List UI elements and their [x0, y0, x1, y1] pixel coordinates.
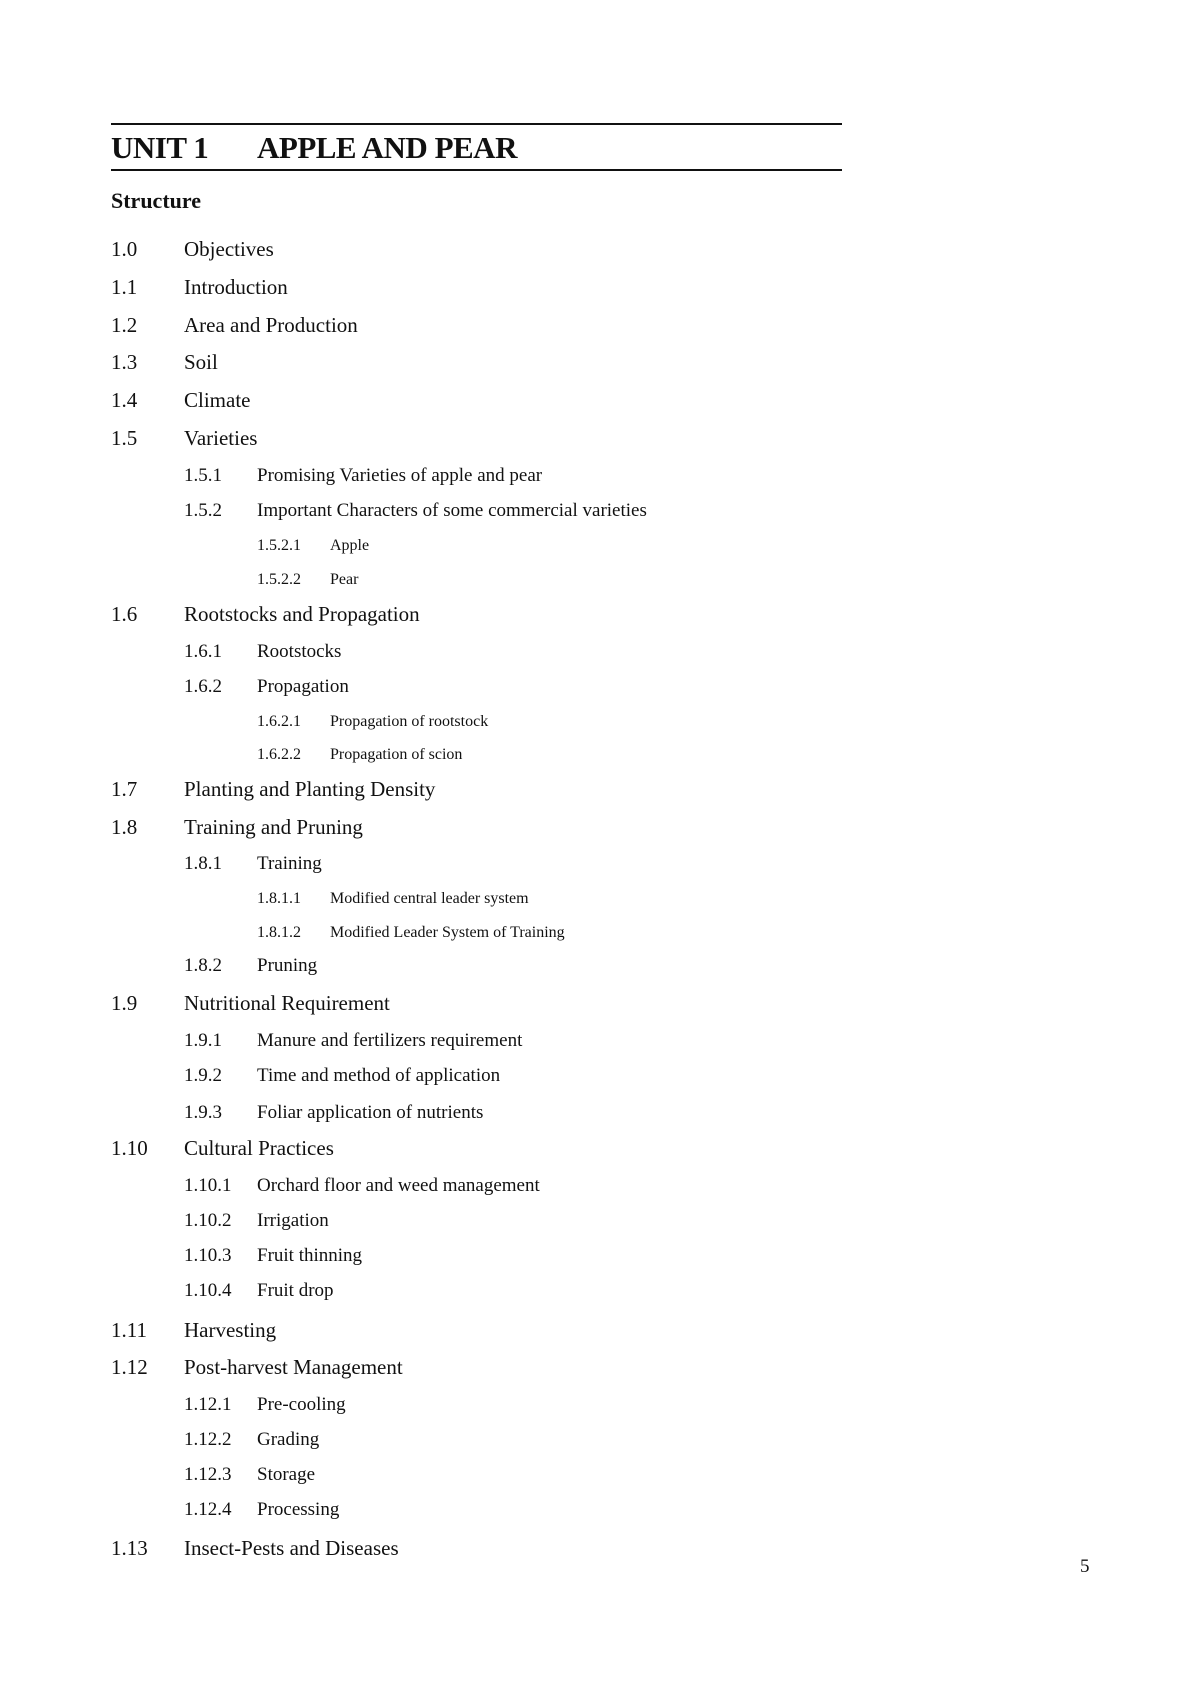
toc-entry-label: Rootstocks — [257, 641, 342, 662]
toc-entry-number: 1.3 — [111, 350, 138, 374]
toc-entry-number: 1.12.2 — [184, 1429, 232, 1450]
toc-entry-number: 1.8.1.1 — [257, 890, 301, 907]
title-bottom-rule — [111, 169, 842, 171]
title-top-rule — [111, 123, 842, 125]
toc-entry-number: 1.5 — [111, 426, 138, 450]
toc-entry — [111, 1535, 399, 1561]
toc-entry-number: 1.12 — [111, 1355, 148, 1379]
toc-entry-label: Fruit drop — [257, 1280, 334, 1301]
toc-entry-number: 1.6.2 — [184, 676, 222, 697]
toc-entry-label: Training — [257, 853, 322, 874]
toc-entry-label: Cultural Practices — [184, 1136, 334, 1160]
toc-entry-number: 1.2 — [111, 313, 138, 337]
toc-entry-label: Processing — [257, 1499, 340, 1520]
toc-entry-label: Introduction — [184, 275, 288, 299]
toc-entry — [184, 1101, 483, 1125]
toc-entry-label: Storage — [257, 1464, 316, 1485]
toc-entry-number: 1.6.2.1 — [257, 713, 301, 730]
toc-entry — [111, 387, 251, 413]
toc-entry — [257, 535, 369, 556]
toc-entry — [184, 675, 349, 699]
toc-entry-label: Soil — [184, 350, 218, 374]
toc-entry — [111, 274, 288, 300]
toc-entry-label: Pear — [330, 571, 359, 588]
toc-entry — [111, 601, 420, 627]
toc-entry-number: 1.10.3 — [184, 1245, 232, 1266]
unit-number: UNIT 1 — [111, 130, 209, 165]
page-number: 5 — [1080, 1556, 1090, 1577]
unit-title-text: APPLE AND PEAR — [257, 130, 517, 165]
toc-entry — [184, 1064, 500, 1088]
toc-entry — [184, 464, 542, 488]
toc-entry-label: Rootstocks and Propagation — [184, 602, 420, 626]
toc-entry-label: Modified central leader system — [330, 890, 529, 907]
toc-entry-label: Varieties — [184, 426, 258, 450]
toc-entry-number: 1.9.2 — [184, 1065, 222, 1086]
toc-entry-number: 1.5.2.2 — [257, 571, 301, 588]
toc-entry — [111, 236, 274, 262]
toc-entry-number: 1.9.3 — [184, 1102, 222, 1123]
toc-entry-number: 1.12.4 — [184, 1499, 232, 1520]
toc-entry-label: Area and Production — [184, 313, 358, 337]
toc-entry-label: Pruning — [257, 955, 318, 976]
toc-entry-number: 1.11 — [111, 1318, 147, 1342]
toc-entry-number: 1.8.1 — [184, 853, 222, 874]
toc-entry-label: Apple — [330, 537, 370, 554]
toc-entry-number: 1.10 — [111, 1136, 148, 1160]
toc-entry — [257, 569, 358, 590]
toc-entry-label: Propagation — [257, 676, 349, 697]
toc-entry-number: 1.8.1.2 — [257, 924, 301, 941]
toc-entry-label: Important Characters of some commercial varieties — [257, 500, 647, 521]
toc-entry-number: 1.9 — [111, 991, 138, 1015]
toc-entry — [184, 1174, 540, 1198]
toc-entry-number: 1.0 — [111, 237, 138, 261]
toc-entry — [184, 954, 317, 978]
toc-entry — [111, 1317, 276, 1343]
toc-entry — [184, 499, 647, 523]
toc-entry-label: Propagation of rootstock — [330, 713, 489, 730]
toc-entry-label: Orchard floor and weed management — [257, 1175, 540, 1196]
toc-entry — [111, 814, 363, 840]
toc-entry-number: 1.12.3 — [184, 1464, 232, 1485]
structure-heading: Structure — [111, 188, 202, 213]
toc-entry-number: 1.12.1 — [184, 1394, 232, 1415]
toc-entry-number: 1.5.2 — [184, 500, 222, 521]
toc-entry — [111, 776, 435, 802]
toc-entry — [111, 1135, 334, 1161]
toc-entry — [184, 640, 341, 664]
toc-entry — [111, 312, 358, 338]
toc-entry-label: Modified Leader System of Training — [330, 924, 565, 941]
toc-entry-label: Time and method of application — [257, 1065, 501, 1086]
toc-entry-number: 1.4 — [111, 388, 138, 412]
toc-entry-number: 1.5.1 — [184, 465, 222, 486]
toc-entry-number: 1.10.2 — [184, 1210, 232, 1231]
toc-entry — [111, 990, 390, 1016]
toc-entry-label: Climate — [184, 388, 251, 412]
toc-entry — [184, 1498, 339, 1522]
toc-entry-number: 1.9.1 — [184, 1030, 222, 1051]
toc-entry-number: 1.8 — [111, 815, 138, 839]
toc-entry-number: 1.10.1 — [184, 1175, 232, 1196]
toc-entry-number: 1.13 — [111, 1536, 148, 1560]
toc-entry — [257, 744, 462, 765]
unit-title — [111, 128, 517, 168]
toc-entry-label: Foliar application of nutrients — [257, 1102, 484, 1123]
toc-entry-label: Fruit thinning — [257, 1245, 363, 1266]
toc-entry-label: Training and Pruning — [184, 815, 363, 839]
toc-entry-number: 1.6 — [111, 602, 138, 626]
toc-entry-label: Objectives — [184, 237, 274, 261]
toc-entry-number: 1.6.2.2 — [257, 746, 301, 763]
toc-entry-number: 1.5.2.1 — [257, 537, 301, 554]
toc-entry — [111, 349, 218, 375]
toc-entry-label: Irrigation — [257, 1210, 329, 1231]
toc-entry — [184, 852, 322, 876]
toc-entry-number: 1.8.2 — [184, 955, 222, 976]
toc-entry-label: Post-harvest Management — [184, 1355, 403, 1379]
toc-entry-label: Pre-cooling — [257, 1394, 346, 1415]
toc-entry — [184, 1463, 315, 1487]
toc-entry-label: Planting and Planting Density — [184, 777, 436, 801]
toc-entry-label: Promising Varieties of apple and pear — [257, 465, 543, 486]
toc-entry-number: 1.6.1 — [184, 641, 222, 662]
toc-entry-label: Grading — [257, 1429, 320, 1450]
toc-entry — [184, 1244, 362, 1268]
toc-entry — [257, 888, 529, 909]
toc-entry-number: 1.1 — [111, 275, 138, 299]
toc-entry-label: Insect-Pests and Diseases — [184, 1536, 399, 1560]
toc-entry — [184, 1279, 334, 1303]
toc-entry — [184, 1029, 522, 1053]
toc-entry — [257, 711, 488, 732]
toc-entry-number: 1.10.4 — [184, 1280, 232, 1301]
toc-entry — [111, 1354, 403, 1380]
toc-entry — [111, 425, 257, 451]
toc-entry-label: Nutritional Requirement — [184, 991, 390, 1015]
toc-entry-label: Manure and fertilizers requirement — [257, 1030, 523, 1051]
toc-entry — [257, 922, 565, 943]
toc-entry — [184, 1209, 329, 1233]
toc-entry-number: 1.7 — [111, 777, 138, 801]
toc-entry-label: Harvesting — [184, 1318, 277, 1342]
toc-entry — [184, 1428, 319, 1452]
toc-entry-label: Propagation of scion — [330, 746, 463, 763]
toc-entry — [184, 1393, 346, 1417]
